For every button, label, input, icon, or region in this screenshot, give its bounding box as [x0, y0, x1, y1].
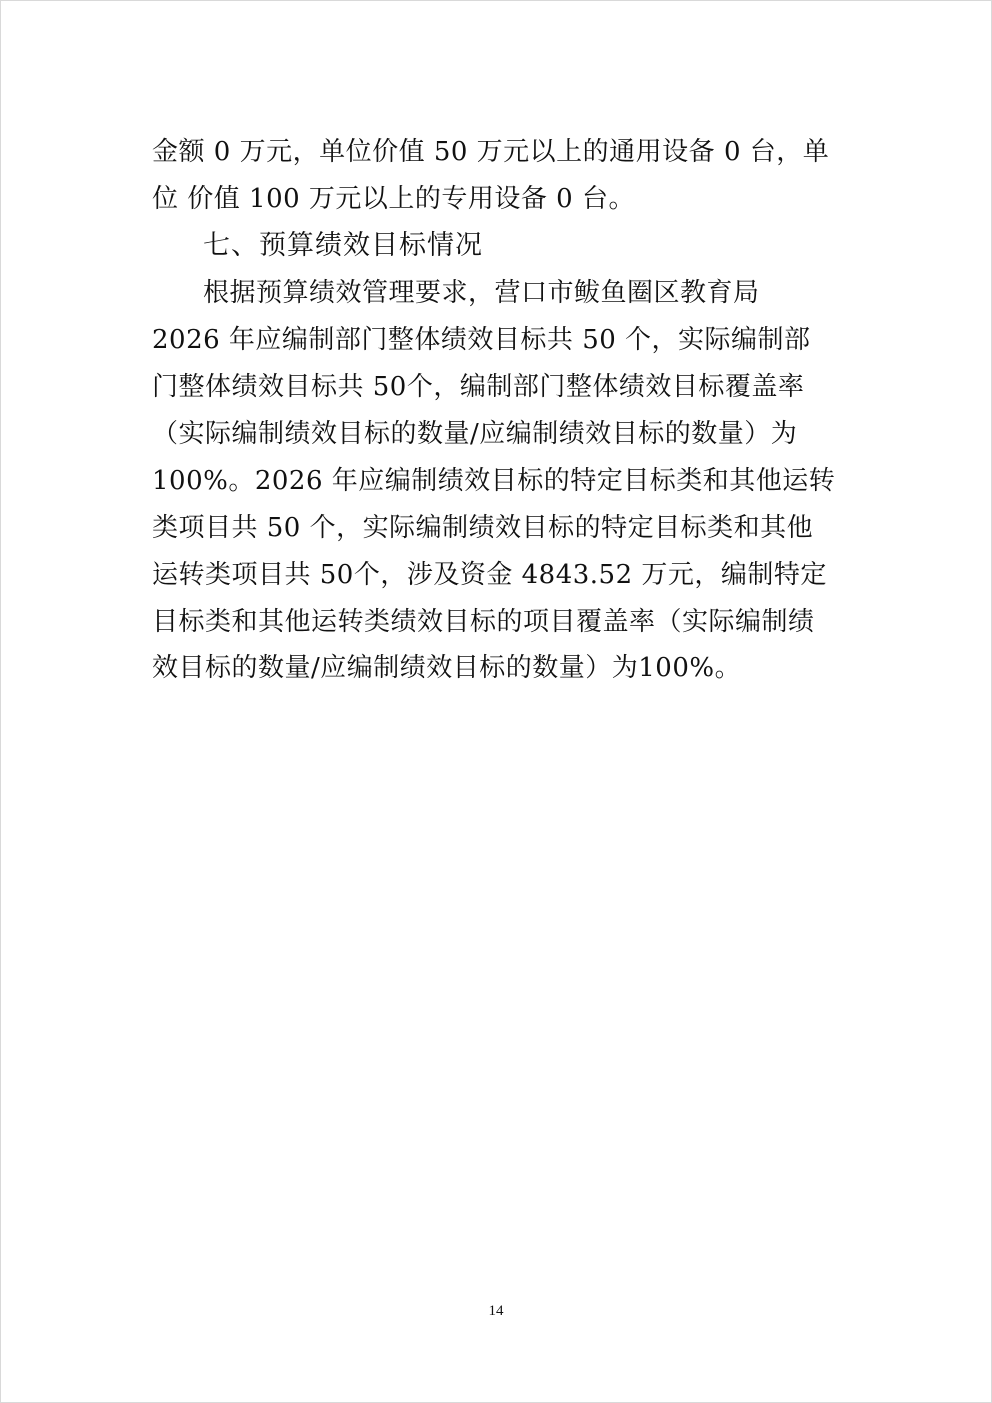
paragraph-line: （实际编制绩效目标的数量/应编制绩效目标的数量）为 [152, 419, 798, 449]
section-heading: 七、预算绩效目标情况 [203, 230, 483, 261]
paragraph-line: 金额 0 万元，单位价值 50 万元以上的通用设备 0 台，单 [152, 137, 830, 167]
paragraph-line: 目标类和其他运转类绩效目标的项目覆盖率（实际编制绩 [152, 607, 815, 637]
paragraph-line: 位 价值 100 万元以上的专用设备 0 台。 [152, 184, 635, 214]
page-number: 14 [488, 1303, 504, 1319]
paragraph-line: 根据预算绩效管理要求，营口市鲅鱼圈区教育局 [203, 278, 760, 308]
paragraph-line: 运转类项目共 50个，涉及资金 4843.52 万元，编制特定 [152, 560, 827, 590]
paragraph-line: 效目标的数量/应编制绩效目标的数量）为100%。 [152, 653, 742, 683]
paragraph-line: 门整体绩效目标共 50个，编制部门整体绩效目标覆盖率 [152, 372, 805, 402]
paragraph-line: 类项目共 50 个，实际编制绩效目标的特定目标类和其他 [152, 513, 814, 543]
paragraph-line: 2026 年应编制部门整体绩效目标共 50 个，实际编制部 [152, 325, 811, 355]
paragraph-line: 100%。2026 年应编制绩效目标的特定目标类和其他运转 [152, 466, 836, 496]
